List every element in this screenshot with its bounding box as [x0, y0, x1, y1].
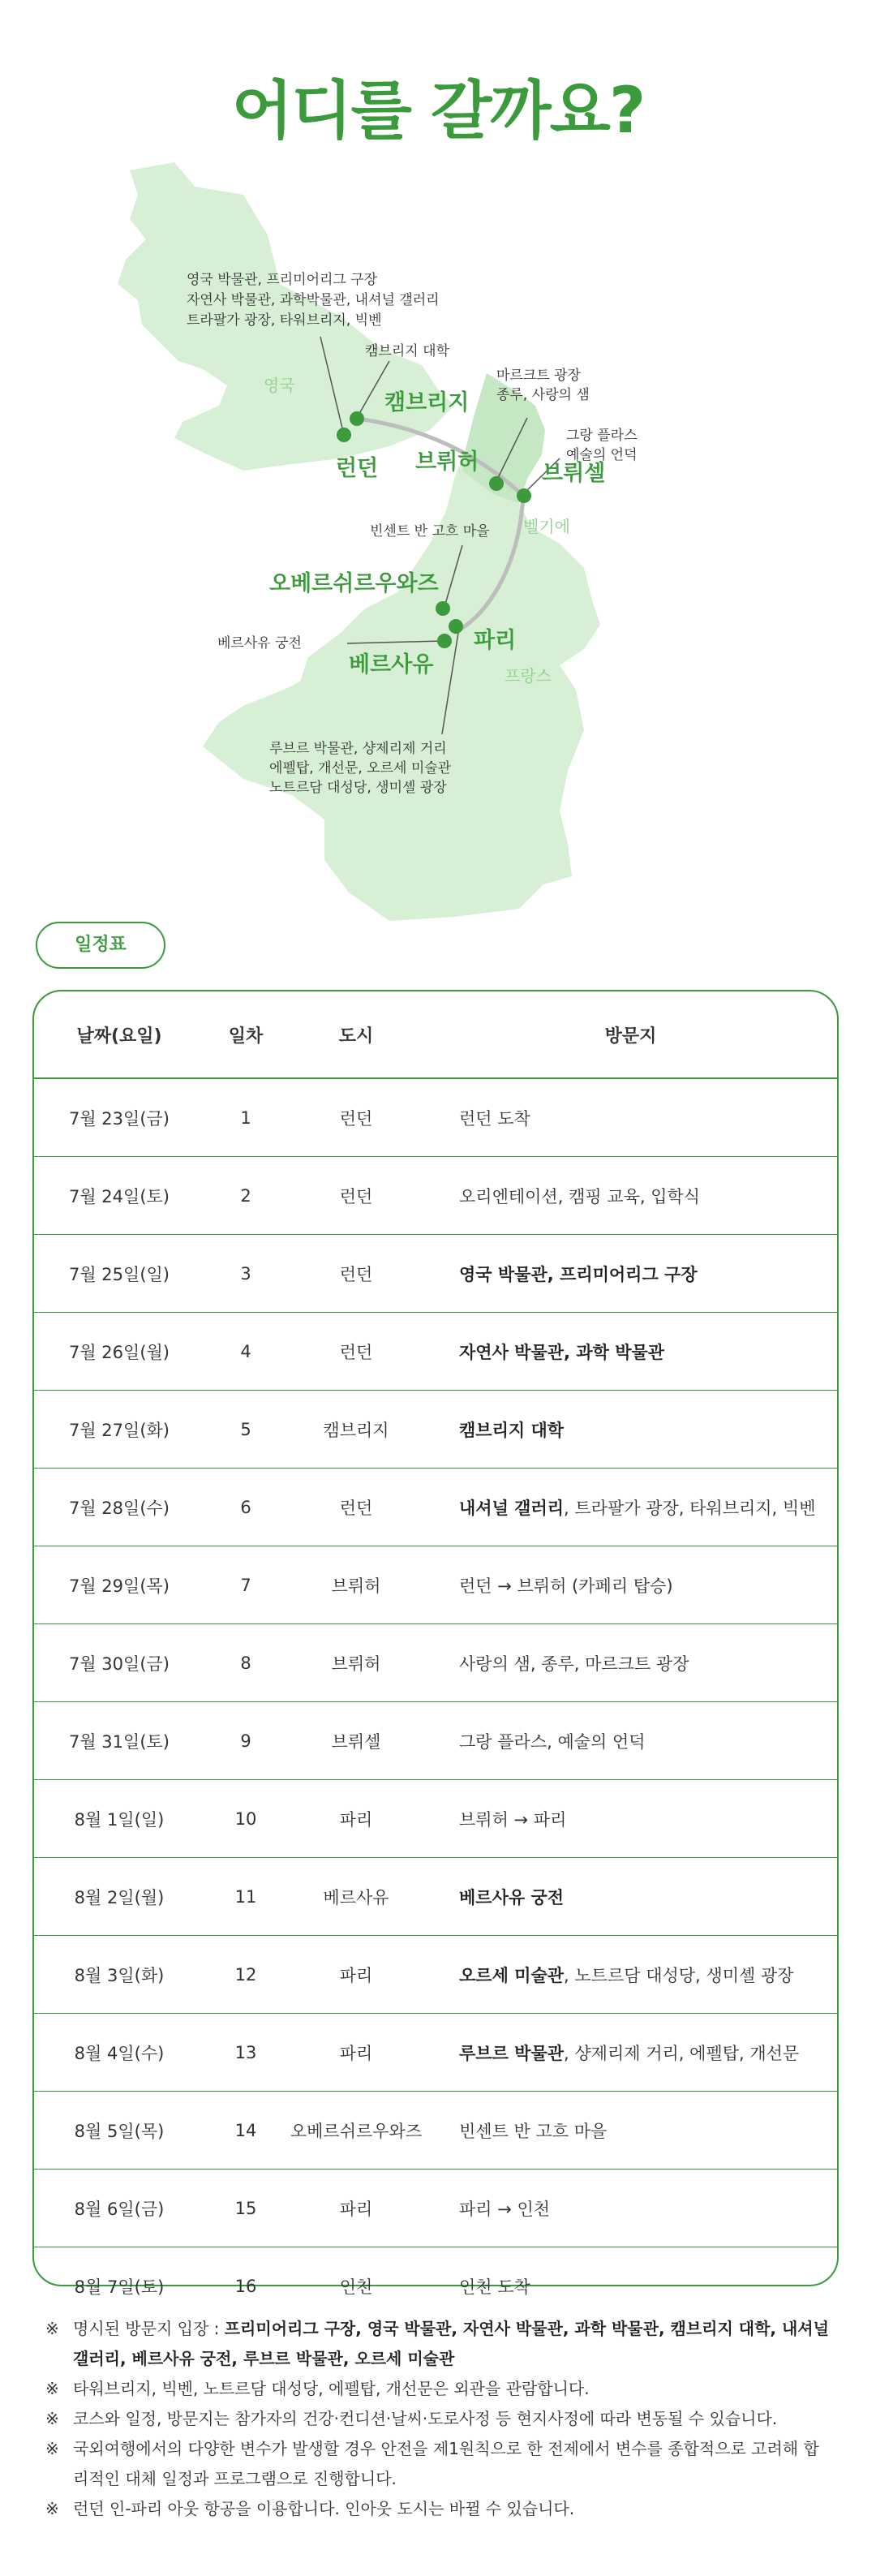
cell-city: 베르사유 [287, 1858, 425, 1936]
cell-day: 12 [204, 1936, 287, 2014]
cell-date: 7월 29일(목) [34, 1546, 204, 1624]
note-cambridge: 캠브리지 대학 [365, 343, 449, 359]
note-mark: ※ [45, 2499, 59, 2518]
cell-city: 파리 [287, 2014, 425, 2092]
city-label-bruges: 브뤼허 [415, 449, 479, 475]
note-segment: 명시된 방문지 입장 : [73, 2319, 225, 2338]
table-row [34, 1624, 837, 1702]
table-row [34, 1391, 837, 1469]
city-dot-auvers [436, 601, 450, 616]
country-label-uk: 영국 [264, 376, 295, 395]
cell-place [425, 1546, 837, 1624]
notes-list [45, 2314, 832, 2524]
cell-day: 5 [204, 1391, 287, 1469]
cell-date: 8월 7일(토) [74, 2277, 165, 2297]
cell-date: 8월 3일(화) [34, 1936, 204, 2014]
cell-day: 3 [204, 1235, 287, 1313]
place-highlight: 자연사 박물관, 과학 박물관 [459, 1342, 665, 1362]
place-highlight: 영국 박물관, 프리미어리그 구장 [459, 1264, 698, 1284]
place-text: 그랑 플라스, 예술의 언덕 [459, 1731, 646, 1752]
cell-place [425, 1078, 837, 1157]
cell-place [425, 1858, 837, 1936]
cell-city: 파리 [287, 2170, 425, 2247]
city-dot-cambridge [350, 411, 364, 426]
note-item [45, 2314, 832, 2374]
place-highlight: 루브르 박물관 [459, 2043, 565, 2063]
cell-date: 7월 24일(토) [34, 1157, 204, 1235]
page-title: 어디를 갈까요? [231, 75, 645, 148]
cell-date: 7월 25일(일) [34, 1235, 204, 1313]
cell-place [425, 1702, 837, 1780]
place-text: , 샹제리제 거리, 에펠탑, 개선문 [564, 2043, 800, 2063]
cell-city: 인천 [339, 2277, 373, 2297]
city-label-cambridge: 캠브리지 [384, 390, 470, 415]
table-row [34, 1702, 837, 1780]
city-label-brussels: 브뤼셀 [542, 461, 606, 486]
cell-day: 4 [204, 1313, 287, 1391]
place-text: 파리 → 인천 [459, 2199, 551, 2219]
header-place: 방문지 [425, 991, 837, 1078]
note-auvers: 빈센트 반 고흐 마을 [370, 523, 490, 540]
note-london-line3: 트라팔가 광장, 타워브리지, 빅벤 [187, 312, 382, 329]
note-segment: 국외여행에서의 다양한 변수가 발생할 경우 안전을 제1원칙으로 한 전제에서 변수를 종합적으로 고려해 합리적인 대체 일정과 프로그램으로 진행합니다. [73, 2439, 819, 2488]
cell-date: 8월 4일(수) [34, 2014, 204, 2092]
cell-place [425, 1780, 837, 1858]
cell-day: 9 [204, 1702, 287, 1780]
table-row [34, 1469, 837, 1546]
place-text: 사랑의 샘, 종루, 마르크트 광장 [459, 1654, 689, 1674]
table-row [34, 1313, 837, 1391]
place-text: , 노트르담 대성당, 생미셸 광장 [564, 1965, 794, 1985]
note-bruges-line1: 마르크트 광장 [496, 368, 581, 384]
note-segment: 런던 인-파리 아웃 항공을 이용합니다. 인아웃 도시는 바뀔 수 있습니다. [73, 2499, 575, 2518]
note-item [45, 2434, 832, 2494]
note-london-line1: 영국 박물관, 프리미어리그 구장 [187, 272, 378, 288]
note-item [45, 2374, 832, 2404]
route-map [0, 162, 876, 941]
note-brussels-line2: 예술의 언덕 [566, 447, 638, 463]
country-label-france: 프랑스 [505, 666, 552, 686]
cell-date: 8월 1일(일) [34, 1780, 204, 1858]
table-row [34, 2092, 837, 2170]
city-label-versailles: 베르사유 [349, 652, 434, 677]
cell-day: 16 [234, 2276, 257, 2296]
cell-place [425, 1936, 837, 2014]
note-paris-line3: 노트르담 대성당, 생미셸 광장 [269, 780, 447, 796]
table-row [34, 1078, 837, 1157]
cell-place [425, 1469, 837, 1546]
table-row [34, 2247, 837, 2325]
cell-place [425, 1235, 837, 1313]
table-row [34, 1546, 837, 1624]
cell-city: 오베르쉬르우와즈 [287, 2092, 425, 2170]
place-highlight: 캠브리지 대학 [459, 1420, 565, 1440]
note-segment: 코스와 일정, 방문지는 참가자의 건강·컨디션·날씨·도로사정 등 현지사정에 따라 변동될 수 있습니다. [73, 2409, 778, 2428]
cell-date: 8월 2일(월) [34, 1858, 204, 1936]
schedule-badge: 일정표 [36, 922, 165, 969]
place-text: 빈센트 반 고흐 마을 [459, 2121, 608, 2141]
cell-city: 런던 [287, 1157, 425, 1235]
cell-city: 런던 [287, 1313, 425, 1391]
cell-city: 런던 [287, 1235, 425, 1313]
place-text: 브뤼허 → 파리 [459, 1809, 567, 1830]
cell-day: 10 [204, 1780, 287, 1858]
note-london-line2: 자연사 박물관, 과학박물관, 내셔널 갤러리 [187, 292, 440, 308]
note-mark: ※ [45, 2409, 59, 2428]
cell-place [425, 2247, 837, 2325]
cell-place [425, 1313, 837, 1391]
cell-city: 브뤼셀 [287, 1702, 425, 1780]
city-label-paris: 파리 [474, 628, 517, 653]
cell-place [425, 1391, 837, 1469]
table-row [34, 2014, 837, 2092]
table-row [34, 2170, 837, 2247]
cell-city: 브뤼허 [287, 1546, 425, 1624]
place-text: 런던 도착 [459, 1108, 530, 1129]
cell-place [425, 2014, 837, 2092]
schedule-body [34, 1078, 837, 2324]
table-row [34, 1936, 837, 2014]
city-dot-london [337, 428, 351, 442]
cell-date: 7월 30일(금) [34, 1624, 204, 1702]
place-highlight: 오르세 미술관 [459, 1965, 565, 1985]
note-mark: ※ [45, 2439, 59, 2458]
cell-date: 7월 23일(금) [34, 1078, 204, 1157]
cell-city: 런던 [287, 1469, 425, 1546]
city-label-london: 런던 [336, 456, 379, 481]
city-dot-bruges [489, 476, 504, 491]
note-brussels-line1: 그랑 플라스 [566, 428, 638, 444]
cell-day: 13 [204, 2014, 287, 2092]
note-text [73, 2494, 574, 2524]
cell-day: 7 [204, 1546, 287, 1624]
cell-place [425, 2170, 837, 2247]
note-highlight: 프리미어리그 구장, 영국 박물관, 자연사 박물관, 과학 박물관, 캠브리지 대학, 내셔널 갤러리, 베르사유 궁전, 루브르 박물관, 오르세 미술관 [73, 2319, 829, 2368]
note-text [73, 2314, 832, 2374]
cell-day: 2 [204, 1157, 287, 1235]
country-label-belgium: 벨기에 [523, 517, 570, 536]
header-city: 도시 [287, 991, 425, 1078]
cell-day: 14 [204, 2092, 287, 2170]
cell-place [425, 1157, 837, 1235]
cell-date: 8월 6일(금) [34, 2170, 204, 2247]
cell-date: 7월 31일(토) [34, 1702, 204, 1780]
city-dot-brussels [517, 488, 531, 503]
note-paris-line2: 에펠탑, 개선문, 오르세 미술관 [269, 760, 452, 776]
note-paris-line1: 루브르 박물관, 샹제리제 거리 [269, 741, 447, 757]
header-date: 날짜(요일) [34, 991, 204, 1078]
city-label-auvers: 오베르쉬르우와즈 [269, 571, 439, 596]
cell-place [425, 1624, 837, 1702]
table-row [34, 1780, 837, 1858]
place-highlight: 베르사유 궁전 [459, 1887, 565, 1907]
place-text: 인천 도착 [459, 2277, 530, 2297]
city-dot-versailles [437, 634, 452, 648]
note-text [73, 2404, 777, 2434]
note-text [73, 2374, 590, 2404]
place-text: 오리엔테이션, 캠핑 교육, 입학식 [459, 1186, 701, 1206]
cell-day: 8 [204, 1624, 287, 1702]
cell-day: 6 [204, 1469, 287, 1546]
cell-city: 캠브리지 [287, 1391, 425, 1469]
table-row [34, 1858, 837, 1936]
note-text [73, 2434, 832, 2494]
place-highlight: 내셔널 갤러리 [459, 1498, 565, 1518]
place-text: 런던 → 브뤼허 (카페리 탑승) [459, 1576, 673, 1596]
table-row [34, 1157, 837, 1235]
cell-city: 파리 [287, 1936, 425, 2014]
cell-city: 런던 [287, 1078, 425, 1157]
cell-date: 7월 27일(화) [34, 1391, 204, 1469]
cell-date: 8월 5일(목) [34, 2092, 204, 2170]
header-day: 일차 [204, 991, 287, 1078]
city-dot-paris [449, 619, 463, 634]
note-segment: 타워브리지, 빅벤, 노트르담 대성당, 에펠탑, 개선문은 외관을 관람합니다. [73, 2379, 590, 2398]
table-header-row [34, 991, 837, 1078]
note-mark: ※ [45, 2319, 59, 2338]
note-item [45, 2494, 832, 2524]
schedule-table [32, 990, 839, 2297]
cell-place [425, 2092, 837, 2170]
note-bruges-line2: 종루, 사랑의 샘 [496, 387, 590, 403]
place-text: , 트라팔가 광장, 타워브리지, 빅벤 [564, 1498, 816, 1518]
cell-day: 15 [204, 2170, 287, 2247]
cell-date: 7월 28일(수) [34, 1469, 204, 1546]
note-item [45, 2404, 832, 2434]
cell-day: 11 [204, 1858, 287, 1936]
cell-day: 1 [204, 1078, 287, 1157]
table-row [34, 1235, 837, 1313]
cell-date: 7월 26일(월) [34, 1313, 204, 1391]
cell-city: 브뤼허 [287, 1624, 425, 1702]
cell-city: 파리 [287, 1780, 425, 1858]
note-versailles: 베르사유 궁전 [217, 635, 302, 652]
note-mark: ※ [45, 2379, 59, 2398]
